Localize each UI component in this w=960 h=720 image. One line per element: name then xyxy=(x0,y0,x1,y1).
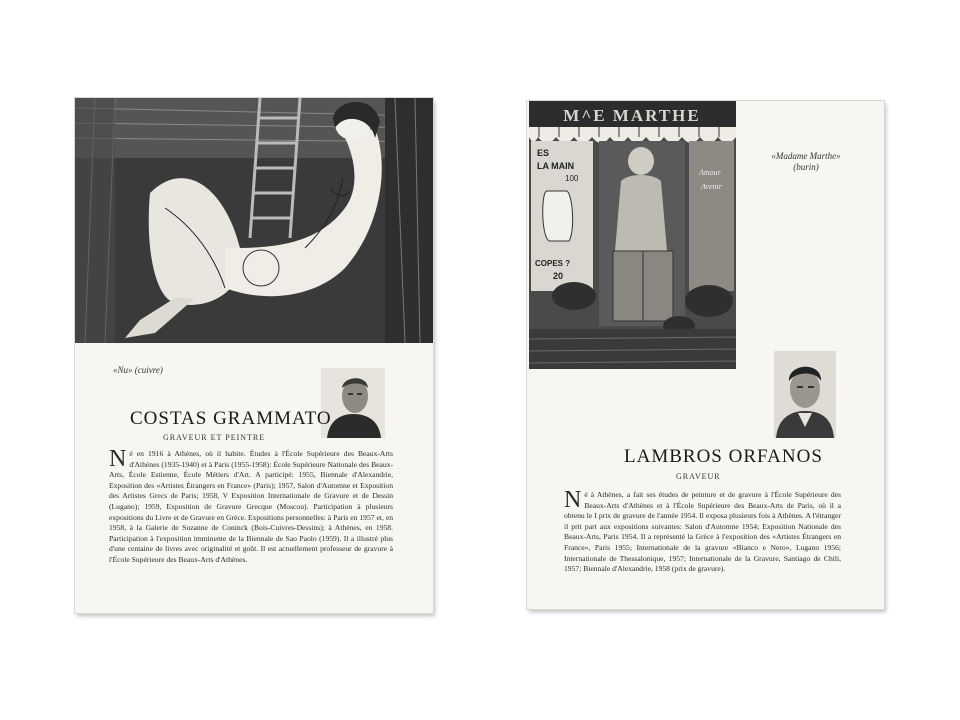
print-text-5: Avenir xyxy=(701,182,722,191)
print-text-2: LA MAIN xyxy=(537,161,575,171)
nude-engraving-image xyxy=(75,98,433,343)
artist-biography xyxy=(109,446,393,566)
print-text-3: 100 xyxy=(565,174,579,183)
shop-sign: M^E MARTHE xyxy=(563,106,701,125)
artist-name: LAMBROS ORFANOS xyxy=(624,446,823,467)
artist-role: GRAVEUR ET PEINTRE xyxy=(163,433,266,442)
print-text-4: Amour xyxy=(699,168,721,177)
bio-text: é en 1916 à Athènes, où il habite. Études à l'École Supérieure des Beaux-Arts d'Athènes (1935-1940) et à Paris (1955-1958): École Supérieure Nationale des Beaux-Arts, École Estienne, École Métiers d'Art. A participé: 1955, Biennale d'Alexandrie, Exposition des «Artistes Étrangers en France» (Paris); 1957, Salon d'Automne et Exposition des Artistes Grecs de Paris; 1958, V Exposition Internationale de Gravure et de Dessin (Lugano); 1959, Exposition de Gravure Grecque (Moscou). Participation à plusieurs expositions du Livre et de Gravure en Grèce. Expositions personnelles: à Paris en 1957 et, en 1958, à la Galerie de Suzanne de Coninck (Bois-Cuivres-Dessins); à Athènes, en 1958. Participation à l'exposition imminente de la Biennale de Sao Paolo (1959). Il a illustré plus d'une centaine de livres avec originalité et goût. Il est actuellement professeur de gravure à l'École Supérieure des Beaux-Arts d'Athènes. xyxy=(109,449,393,564)
caption-title: «Madame Marthe» xyxy=(771,151,841,161)
print-text-6: COPES ? xyxy=(535,259,571,268)
artist-biography xyxy=(564,487,841,575)
artist-portrait-photo xyxy=(774,351,836,438)
print-caption: «Nu» (cuivre) xyxy=(113,365,163,375)
artist-role: GRAVEUR xyxy=(676,472,721,481)
print-caption xyxy=(761,151,851,173)
right-book-page xyxy=(527,101,884,609)
caption-medium: (burin) xyxy=(793,162,819,172)
bio-dropcap: N xyxy=(564,487,582,513)
bio-text: é à Athènes, a fait ses études de peinture et de gravure à l'École Supérieure des Beaux-Arts d'Athènes et à l'École Supérieure des Beaux-Arts de Paris, où il a obtenu le I prix de gravure de l'année 1954. Il exposa plusieurs fois à Athènes. A l'étranger il prit part aux expositions suivantes: Salon d'Automne 1954; Exposition Nationale des Beaux-Arts, Paris 1954. Il a représenté la Grèce à l'exposition des «Artistes Étrangers en France», Paris 1955; Internationale de la gravure «Bianco e Nero», Lugano 1956; Internationale de Thessalonique, 1957; Internationale de la Gravure, Santiago de Chili, 1957; Biennale d'Alexandrie, 1958 (prix de gravure). xyxy=(564,490,841,574)
print-text-1: ES xyxy=(537,148,550,158)
madame-marthe-engraving-image xyxy=(529,101,736,369)
artist-name: COSTAS GRAMMATO xyxy=(130,408,332,429)
left-book-page xyxy=(75,98,433,613)
print-text-7: 20 xyxy=(553,271,564,281)
bio-dropcap: N xyxy=(109,446,127,472)
